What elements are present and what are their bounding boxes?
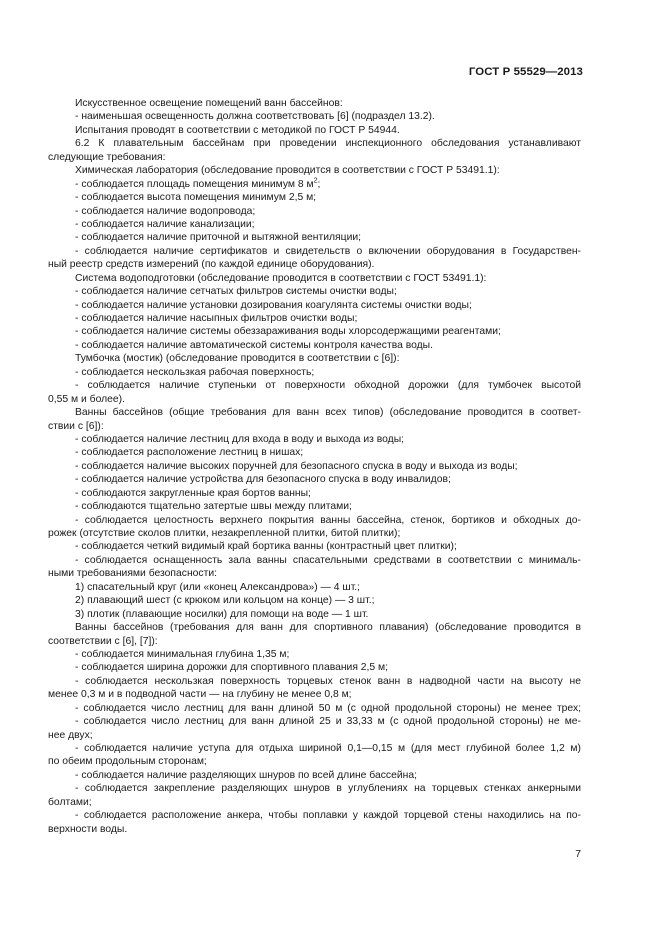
text-line: - соблюдается целостность верхнего покрытия ванны бассейна, стенок, бортиков и обходных до- bbox=[75, 514, 581, 526]
text-line: - соблюдаются закругленные края бортов ванны; bbox=[75, 487, 311, 499]
text-line: болтами; bbox=[48, 796, 92, 808]
text-line: - соблюдается наличие сетчатых фильтров системы очистки воды; bbox=[75, 286, 397, 298]
text-line: следующие требования: bbox=[48, 151, 166, 163]
text-line: 0,55 м и более). bbox=[48, 393, 125, 405]
text-line: - соблюдается оснащенность зала ванны спасательными средствами в соответствии с минималь- bbox=[75, 554, 581, 566]
text-line: - соблюдается наличие устройства для безопасного спуска в воду инвалидов; bbox=[75, 474, 451, 486]
text-line: ствии с [6]): bbox=[48, 420, 104, 432]
text-line: - соблюдается наличие разделяющих шнуров по всей длине бассейна; bbox=[75, 769, 417, 781]
text-line: - наименьшая освещенность должна соответствовать [6] (подраздел 13.2). bbox=[75, 111, 435, 123]
text-line: соответствии с [6], [7]): bbox=[48, 635, 158, 647]
text-line: ными требованиями безопасности: bbox=[48, 568, 217, 580]
text-line: - соблюдается наличие сертификатов и свидетельств о включении оборудования в Государствен- bbox=[75, 245, 581, 257]
text-line: Химическая лаборатория (обследование проводится в соответствии с ГОСТ Р 53491.1): bbox=[75, 165, 500, 177]
text-line: - соблюдается высота помещения минимум 2,5 м; bbox=[75, 192, 317, 204]
text-line: - соблюдается расположение лестниц в нишах; bbox=[75, 447, 304, 459]
text-line: - соблюдается наличие установки дозирования коагулянта системы очистки воды; bbox=[75, 299, 472, 311]
text-line: - соблюдается ширина дорожки для спортивного плавания 2,5 м; bbox=[75, 662, 389, 674]
text-line: Тумбочка (мостик) (обследование проводится в соответствии с [6]): bbox=[75, 353, 400, 365]
text-line: - соблюдается наличие автоматической системы контроля качества воды. bbox=[75, 339, 433, 351]
text-line: - соблюдается четкий видимый край бортика ванны (контрастный цвет плитки); bbox=[75, 541, 457, 553]
text-line: 2) плавающий шест (с крюком или кольцом на конце) — 3 шт.; bbox=[75, 595, 375, 607]
text-line: - соблюдается закрепление разделяющих шнуров в углублениях на торцевых стенках анкерными bbox=[75, 783, 581, 795]
text-line: Ванны бассейнов (общие требования для ванн всех типов) (обследование проводится в соответ- bbox=[75, 407, 581, 419]
text-line: по обеим продольным сторонам; bbox=[48, 756, 207, 768]
text-line: - соблюдается число лестниц для ванн длиной 50 м (с одной продольной стороны) не менее трех; bbox=[75, 702, 581, 714]
text-line: 6.2 К плавательным бассейнам при проведении инспекционного обследования устанавливают bbox=[75, 138, 581, 150]
text-line: Испытания проводят в соответствии с методикой по ГОСТ Р 54944. bbox=[75, 124, 400, 136]
page-number: 7 bbox=[575, 849, 581, 860]
text-line: ный реестр средств измерений (по каждой единице оборудования). bbox=[48, 259, 375, 271]
text-line: 3) плотик (плавающие носилки) для помощи на воде — 1 шт. bbox=[75, 608, 369, 620]
text-line: - соблюдается наличие уступа для отдыха шириной 0,1—0,15 м (для мест глубиной более 1,2 м) bbox=[75, 743, 581, 754]
text-line: - соблюдается площадь помещения минимум 8 $м^2$; bbox=[75, 177, 321, 190]
text-line: менее 0,3 м и в подводной части — на глубину не менее 0,8 м; bbox=[48, 689, 352, 701]
text-line: нее двух; bbox=[48, 729, 93, 741]
text-line: - соблюдается число лестниц для ванн длиной 25 и 33,33 м (с одной продольной стороны) не ме- bbox=[75, 716, 581, 728]
text-line: - соблюдается наличие системы обеззараживания воды хлорсодержащими реагентами; bbox=[75, 326, 501, 338]
text-line: - соблюдается наличие канализации; bbox=[75, 218, 255, 230]
text-line: - соблюдается наличие высоких поручней для безопасного спуска в воду и выхода из воды; bbox=[75, 460, 518, 472]
text-line: - соблюдается минимальная глубина 1,35 м; bbox=[75, 648, 290, 660]
text-line: - соблюдаются тщательно затертые швы между плитами; bbox=[75, 501, 352, 513]
text-line: - соблюдается расположение анкера, чтобы поплавки у каждой торцевой стены находились на по- bbox=[75, 810, 581, 822]
text-line: - соблюдается нескользкая поверхность торцевых стенок ванн в надводной части на высоту не bbox=[75, 675, 581, 687]
text-line: верхности воды. bbox=[48, 823, 128, 835]
text-line: - соблюдается наличие ступеньки от поверхности обходной дорожки (для тумбочек высотой bbox=[75, 380, 581, 392]
text-line: Ванны бассейнов (требования для ванн для спортивного плавания) (обследование проводится в bbox=[75, 622, 581, 634]
text-line: Искусственное освещение помещений ванн бассейнов: bbox=[75, 98, 343, 109]
text-line: - соблюдается нескользкая рабочая поверхность; bbox=[75, 366, 315, 378]
text-line: - соблюдается наличие приточной и вытяжной вентиляции; bbox=[75, 232, 362, 244]
text-line: рожек (отсутствие сколов плитки, незакрепленной плитки, битой плитки); bbox=[48, 528, 401, 539]
text-line: - соблюдается наличие лестниц для входа в воду и выхода из воды; bbox=[75, 433, 405, 445]
text-line: - соблюдается наличие насыпных фильтров очистки воды; bbox=[75, 313, 358, 324]
text-line: 1) спасательный круг (или «конец Александрова») — 4 шт.; bbox=[75, 581, 361, 593]
document-header: ГОСТ Р 55529—2013 bbox=[468, 66, 583, 78]
text-line: Система водоподготовки (обследование проводится в соответствии с ГОСТ 53491.1): bbox=[75, 272, 487, 284]
text-line: - соблюдается наличие водопровода; bbox=[75, 205, 256, 217]
document-body bbox=[48, 97, 581, 836]
